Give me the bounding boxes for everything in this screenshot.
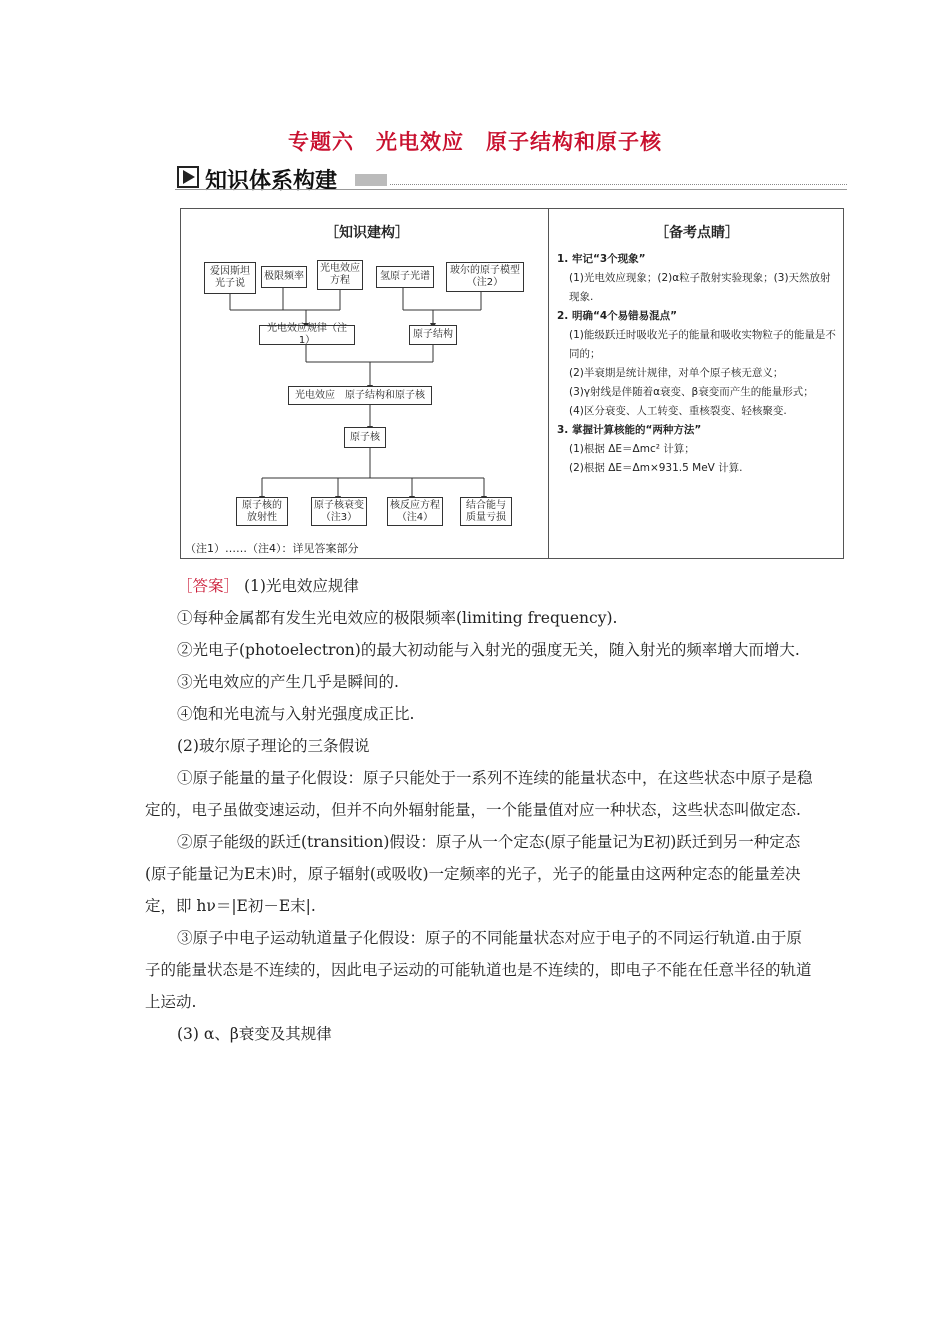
page-title: 专题六 光电效应 原子结构和原子核 — [288, 129, 662, 154]
tip-item: (2)半衰期是统计规律，对单个原子核无意义； — [569, 367, 784, 379]
answer-s2-title: (2)玻尔原子理论的三条假说 — [177, 737, 370, 755]
diagram-note: （注1）……（注4）：详见答案部分 — [185, 542, 359, 555]
answer-s1-3: ③光电效应的产生几乎是瞬间的. — [177, 673, 399, 691]
tip-item: (1)能级跃迁时吸收光子的能量和吸收实物粒子的能量是不同的； — [569, 329, 836, 360]
box-limit-frequency: 极限频率 — [261, 266, 307, 288]
answer-s2-2: ②原子能级的跃迁(transition)假设：原子从一个定态(原子能量记为E初)跃迁到另一种定态(原子能量记为E末)时，原子辐射(或吸收)一定频率的光子，光子的能量由这两种定态的能量差决定，即 hν＝|E初－E末|. — [145, 833, 801, 915]
answer-s2-1: ①原子能量的量子化假设：原子只能处于一系列不连续的能量状态中，在这些状态中原子是稳定的，电子虽做变速运动，但并不向外辐射能量，一个能量值对应一种状态，这些状态叫做定态. — [145, 769, 813, 819]
tip-item: (2)根据 ΔE＝Δm×931.5 MeV 计算. — [569, 462, 743, 474]
box-pe-law: 光电效应规律（注1） — [259, 325, 355, 345]
box-nuclear-equation: 核反应方程（注4） — [387, 497, 443, 526]
tip-item: (3)γ射线是伴随着α衰变、β衰变而产生的能量形式； — [569, 386, 814, 398]
box-atom-structure: 原子结构 — [409, 325, 457, 345]
answer-s1-4: ④饱和光电流与入射光强度成正比. — [177, 705, 415, 723]
box-pe-equation: 光电效应方程 — [317, 260, 363, 290]
tip-heading: 3. 掌握计算核能的“两种方法” — [557, 424, 702, 436]
box-nucleus: 原子核 — [344, 427, 386, 448]
tip-item: (1)光电效应现象；(2)α粒子散射实验现象；(3)天然放射现象. — [569, 272, 831, 303]
answer-s2-3: ③原子中电子运动轨道量子化假设：原子的不同能量状态对应于电子的不同运行轨道.由于原子的能量状态是不连续的，因此电子运动的可能轨道也是不连续的，即电子不能在任意半径的轨道上运动. — [145, 929, 812, 1011]
box-bohr-model: 玻尔的原子模型（注2） — [446, 262, 524, 292]
box-einstein-photon: 爱因斯坦光子说 — [204, 262, 256, 294]
tip-heading: 2. 明确“4个易错易混点” — [557, 310, 678, 322]
exam-tips — [557, 250, 839, 478]
tip-item: (1)根据 ΔE＝Δmc² 计算； — [569, 443, 695, 455]
answer-s1-title: (1)光电效应规律 — [243, 577, 359, 595]
box-radioactivity: 原子核的放射性 — [236, 497, 288, 526]
answer-body — [145, 570, 815, 1050]
box-center-topic: 光电效应 原子结构和原子核 — [288, 386, 432, 405]
answer-s1-2: ②光电子(photoelectron)的最大初动能与入射光的强度无关，随入射光的频率增大而增大. — [177, 641, 800, 659]
answer-s3-title: (3) α、β衰变及其规律 — [177, 1025, 332, 1043]
box-nuclear-decay: 原子核衰变（注3） — [311, 497, 367, 526]
tip-heading: 1. 牢记“3个现象” — [557, 253, 646, 265]
section-label: 知识体系构建 — [205, 169, 338, 194]
right-panel-header: ［备考点睛］ — [655, 225, 739, 241]
left-panel-header: ［知识建构］ — [325, 225, 409, 241]
tip-item: (4)区分衰变、人工转变、重核裂变、轻核聚变. — [569, 405, 787, 417]
box-binding-energy: 结合能与质量亏损 — [460, 497, 512, 526]
answer-tag: ［答案］ — [177, 577, 240, 595]
answer-s1-1: ①每种金属都有发生光电效应的极限频率(limiting frequency). — [177, 609, 618, 627]
box-hydrogen-spectrum: 氢原子光谱 — [376, 266, 434, 288]
